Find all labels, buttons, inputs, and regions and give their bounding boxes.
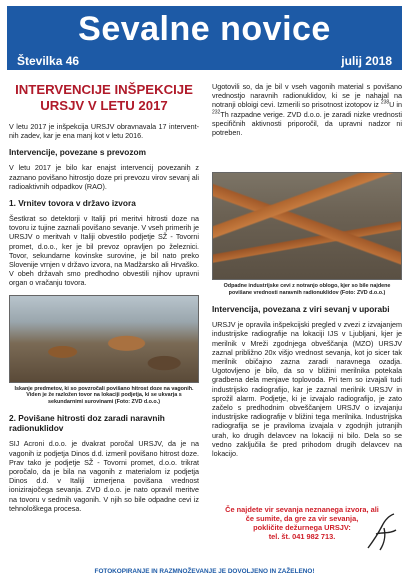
cargo-return-paragraph: Šestkrat so detektorji v Italiji pri meritvi hitrosti doze na tovoru iz tujine zaznali povišano sevanje. V vseh primerih je URSJV o meritvah v Italiji obvestilo podjetje SŽ - Tovorni promet, d.o.o., ker je bil prevoz opravljen po železnici. Tovor, sekundarne kovinske surovine, je bil nato preko Slovenije vrnjen v državo izvora, na Madžarsko ali Hrvaško. V obeh državah smo predhodno obvestili njihov upravni organ o vračanju tovora. <box>9 214 199 288</box>
radiography-paragraph: URSJV je opravila inšpekcijski pregled v zvezi z izvajanjem industrijske radiografije na lokaciji IJS v Ljubljani, kjer je merilnik v Mreži zgodnjega obveščanja (MZO) URSJV zaznal približno 20x višjo vrednost sevanja, kot jo sicer tak merilnik običajno zazna zaradi naravnega ozadja. Ugotovljeno je bilo, da so v bližini merilnika potekala gradbena dela menjave toplovoda. Pri tem so izvajali tudi industrijsko radiografijo, kar je zaznal merilnik URSJV in sprožil alarm. Podjetje, ki je izvajalo radiografijo, je zato začelo s predhodnim obveščanjem URSJV o izvajanju industrijske radiografije v bližini tega merilnika. Industrijska radiografija se je praviloma izvajala v zgodnjih jutranjih urah, ko drugih delavcev na lokaciji ni bilo. Dela so se vedno zaključila še pred prihodom drugih delavcev na lokacijo. <box>212 320 402 459</box>
left-column <box>9 82 199 520</box>
right-column-lower <box>212 172 402 465</box>
notice-phone: tel. št. 041 982 713. <box>268 532 336 541</box>
notice-line-1: Če najdete vir sevanja neznanega izvora, ali <box>225 505 379 514</box>
article-headline: INTERVENCIJE INŠPEKCIJE URSJV V LETU 2017 <box>15 82 193 113</box>
transport-paragraph: V letu 2017 je bilo kar enajst intervencij povezanih z zaznano povišano hitrostjo doze pri prevozu virov sevanj ali radioaktivnih odpadkov (RAO). <box>9 163 199 191</box>
subheading-natural-radionuclides: 2. Povišane hitrosti doz zaradi naravnih radionuklidov <box>9 413 165 434</box>
isotope-paragraph: Ugotovili so, da je bil v vseh vagonih material s povišano vrednostjo naravnih radionuklidov, ki se je nahajal na notranji obloigi cevi. Izmerili so prisotnost izotopov iz $^{238}$U in $^{232}$Th razpadne verige. ZVD d.o.o. je zaradi nizke vrednosti specifičnih aktivnosti priporočil, da upravni nadzor ni potreben. <box>212 82 402 138</box>
footer-note: FOTOKOPIRANJE IN RAZMNOŽEVANJE JE DOVOLJENO IN ZAŽELENO! <box>94 568 315 575</box>
signature-mark <box>364 512 400 552</box>
issue-date: julij 2018 <box>341 54 392 68</box>
scrap-metal-photo <box>9 295 199 383</box>
emergency-notice <box>222 505 382 541</box>
section-heading-transport: Intervencije, povezane s prevozom <box>9 147 146 158</box>
scrap-photo-caption: Iskanje predmetov, ki so povzročali povišano hitrost doze na vagonih. Viden je že razložen tovor na lokaciji podjetja, ki se ukvarja s sekundarnimi surovinami (Foto: ZVD d.o.o.) <box>14 385 194 405</box>
section-heading-sources-in-use: Intervencija, povezana z viri sevanj v uporabi <box>212 304 390 315</box>
issue-number: Številka 46 <box>17 54 80 68</box>
natural-radionuclides-paragraph: SIJ Acroni d.o.o. je dvakrat poročal URSJV, da je na vagonih iz podjetja Dinos d.d. izmeril povišano hitrost doze. Prav tako je podjetje SŽ - Tovorni promet, d.o.o. trikrat poročalo, da je bila na vagonih z materialom iz podjetja Dinos d.d. v Italiji izmerjena povišana vrednost ionizirajočega sevanja. ZVD d.o.o. je nato opravil meritve na tovoru v sedmih vagonih. V njih so bile odpadne cevi iz tehnološkega procesa. <box>9 439 199 513</box>
pipes-photo-caption: Odpadne industrijske cevi z notranjo oblogo, kjer so bile najdene povišane vrednosti naravnih radionuklidov (Foto: ZVD d.o.o.) <box>223 283 391 296</box>
subheading-cargo-return: 1. Vrnitev tovora v državo izvora <box>9 198 136 209</box>
notice-line-2: če sumite, da gre za vir sevanja, <box>245 514 359 523</box>
notice-line-3: pokličite dežurnega URSJV: <box>253 523 351 532</box>
industrial-pipes-photo <box>212 172 402 280</box>
intro-paragraph: V letu 2017 je inšpekcija URSJV obravnavala 17 interventnih zadev, kar je ena manj kot v letu 2016. <box>9 122 199 141</box>
right-column <box>212 82 402 144</box>
newsletter-title: Sevalne novice <box>78 10 331 48</box>
masthead <box>7 6 402 70</box>
